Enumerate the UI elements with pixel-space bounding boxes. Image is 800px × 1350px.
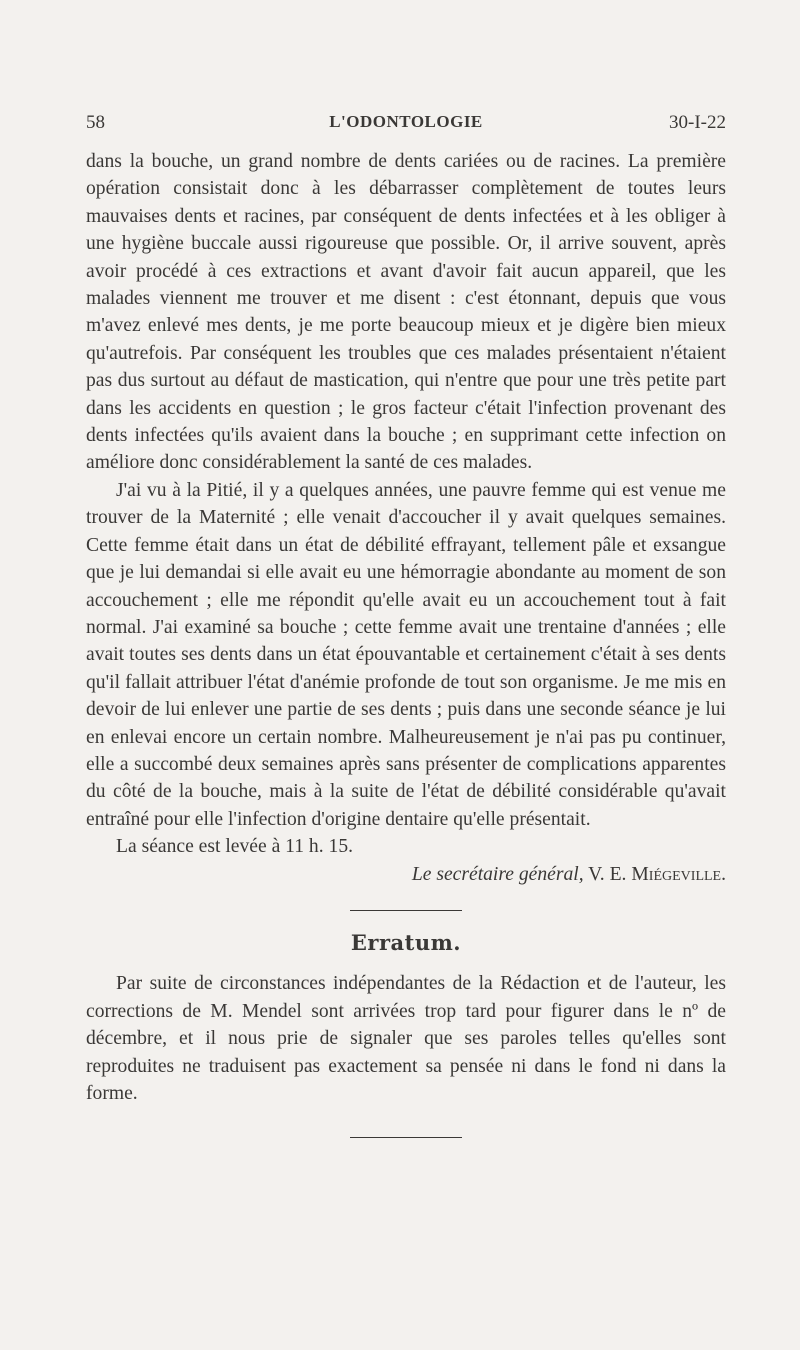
erratum-heading: Erratum. <box>350 929 462 955</box>
erratum-text: Par suite de circonstances indépendantes de la Rédaction et de l'auteur, les corrections de M. Mendel sont arrivées trop tard pour figurer dans le nº de décembre, et il nous prie de signaler que ses paroles telles qu'elles sont reproduites ne traduisent pas exactement sa pensée ni dans le fond ni dans la forme. <box>86 973 726 1104</box>
signature-initials: V. E. <box>588 863 627 885</box>
article-body <box>86 148 726 1138</box>
paragraph-continuation: dans la bouche, un grand nombre de dents cariées ou de racines. La première opération consistait donc à les débarrasser complètement de toutes leurs mauvaises dents et racines, par conséquent de dents infectées et à les obliger à une hygiène buccale aussi rigoureuse que possible. Or, il arrive souvent, après avoir procédé à ces extractions et avant d'avoir fait aucun appareil, que les malades viennent me trouver et me disent : c'est étonnant, depuis que vous m'avez enlevé mes dents, je me porte beaucoup mieux et je digère bien mieux qu'autrefois. Par conséquent les troubles que ces malades présentaient n'étaient pas dus surtout au défaut de mastication, qui n'entre que pour une très petite part dans les accidents en question ; le gros facteur c'était l'infection provenant des dents infectées qu'ils avaient dans la bouche ; en supprimant cette infection on améliore donc considérablement la santé de ces malades. <box>86 151 726 474</box>
signature-role: Le secrétaire général, <box>411 863 584 885</box>
running-header <box>86 112 726 142</box>
paragraph-session-close: La séance est levée à 11 h. 15. <box>116 836 354 858</box>
signature-name: Miégeville. <box>631 863 726 885</box>
divider-top <box>350 910 462 911</box>
signature <box>86 861 726 888</box>
page-number: 58 <box>86 112 105 133</box>
issue-date: 30-I-22 <box>669 112 726 133</box>
journal-title: L'ODONTOLOGIE <box>329 112 483 131</box>
paragraph-pitie-case: J'ai vu à la Pitié, il y a quelques années, une pauvre femme qui est venue me trouver de la Maternité ; elle venait d'accoucher il y avait quelques semaines. Cette femme était dans un état de débilité effrayant, tellement pâle et exsangue que je lui demandai si elle avait eu une hémorragie abondante au moment de son accouchement ; elle me répondit qu'elle avait eu un accouchement tout à fait normal. J'ai examiné sa bouche ; cette femme avait une trentaine d'années ; elle avait toutes ses dents dans un état épouvantable et certainement c'était à ses dents qu'il fallait attribuer l'état d'anémie profonde de tout son organisme. Je me mis en devoir de lui enlever une partie de ses dents ; puis dans une seconde séance je lui en enlevai encore un certain nombre. Malheureusement je n'ai pas pu continuer, elle a succombé deux semaines après sans présenter de complications apparentes du côté de la bouche, mais à la suite de l'état de débilité considérable qu'avait entraîné pour elle l'infection d'origine dentaire qu'elle présentait. <box>86 479 726 830</box>
divider-bottom <box>350 1137 462 1138</box>
